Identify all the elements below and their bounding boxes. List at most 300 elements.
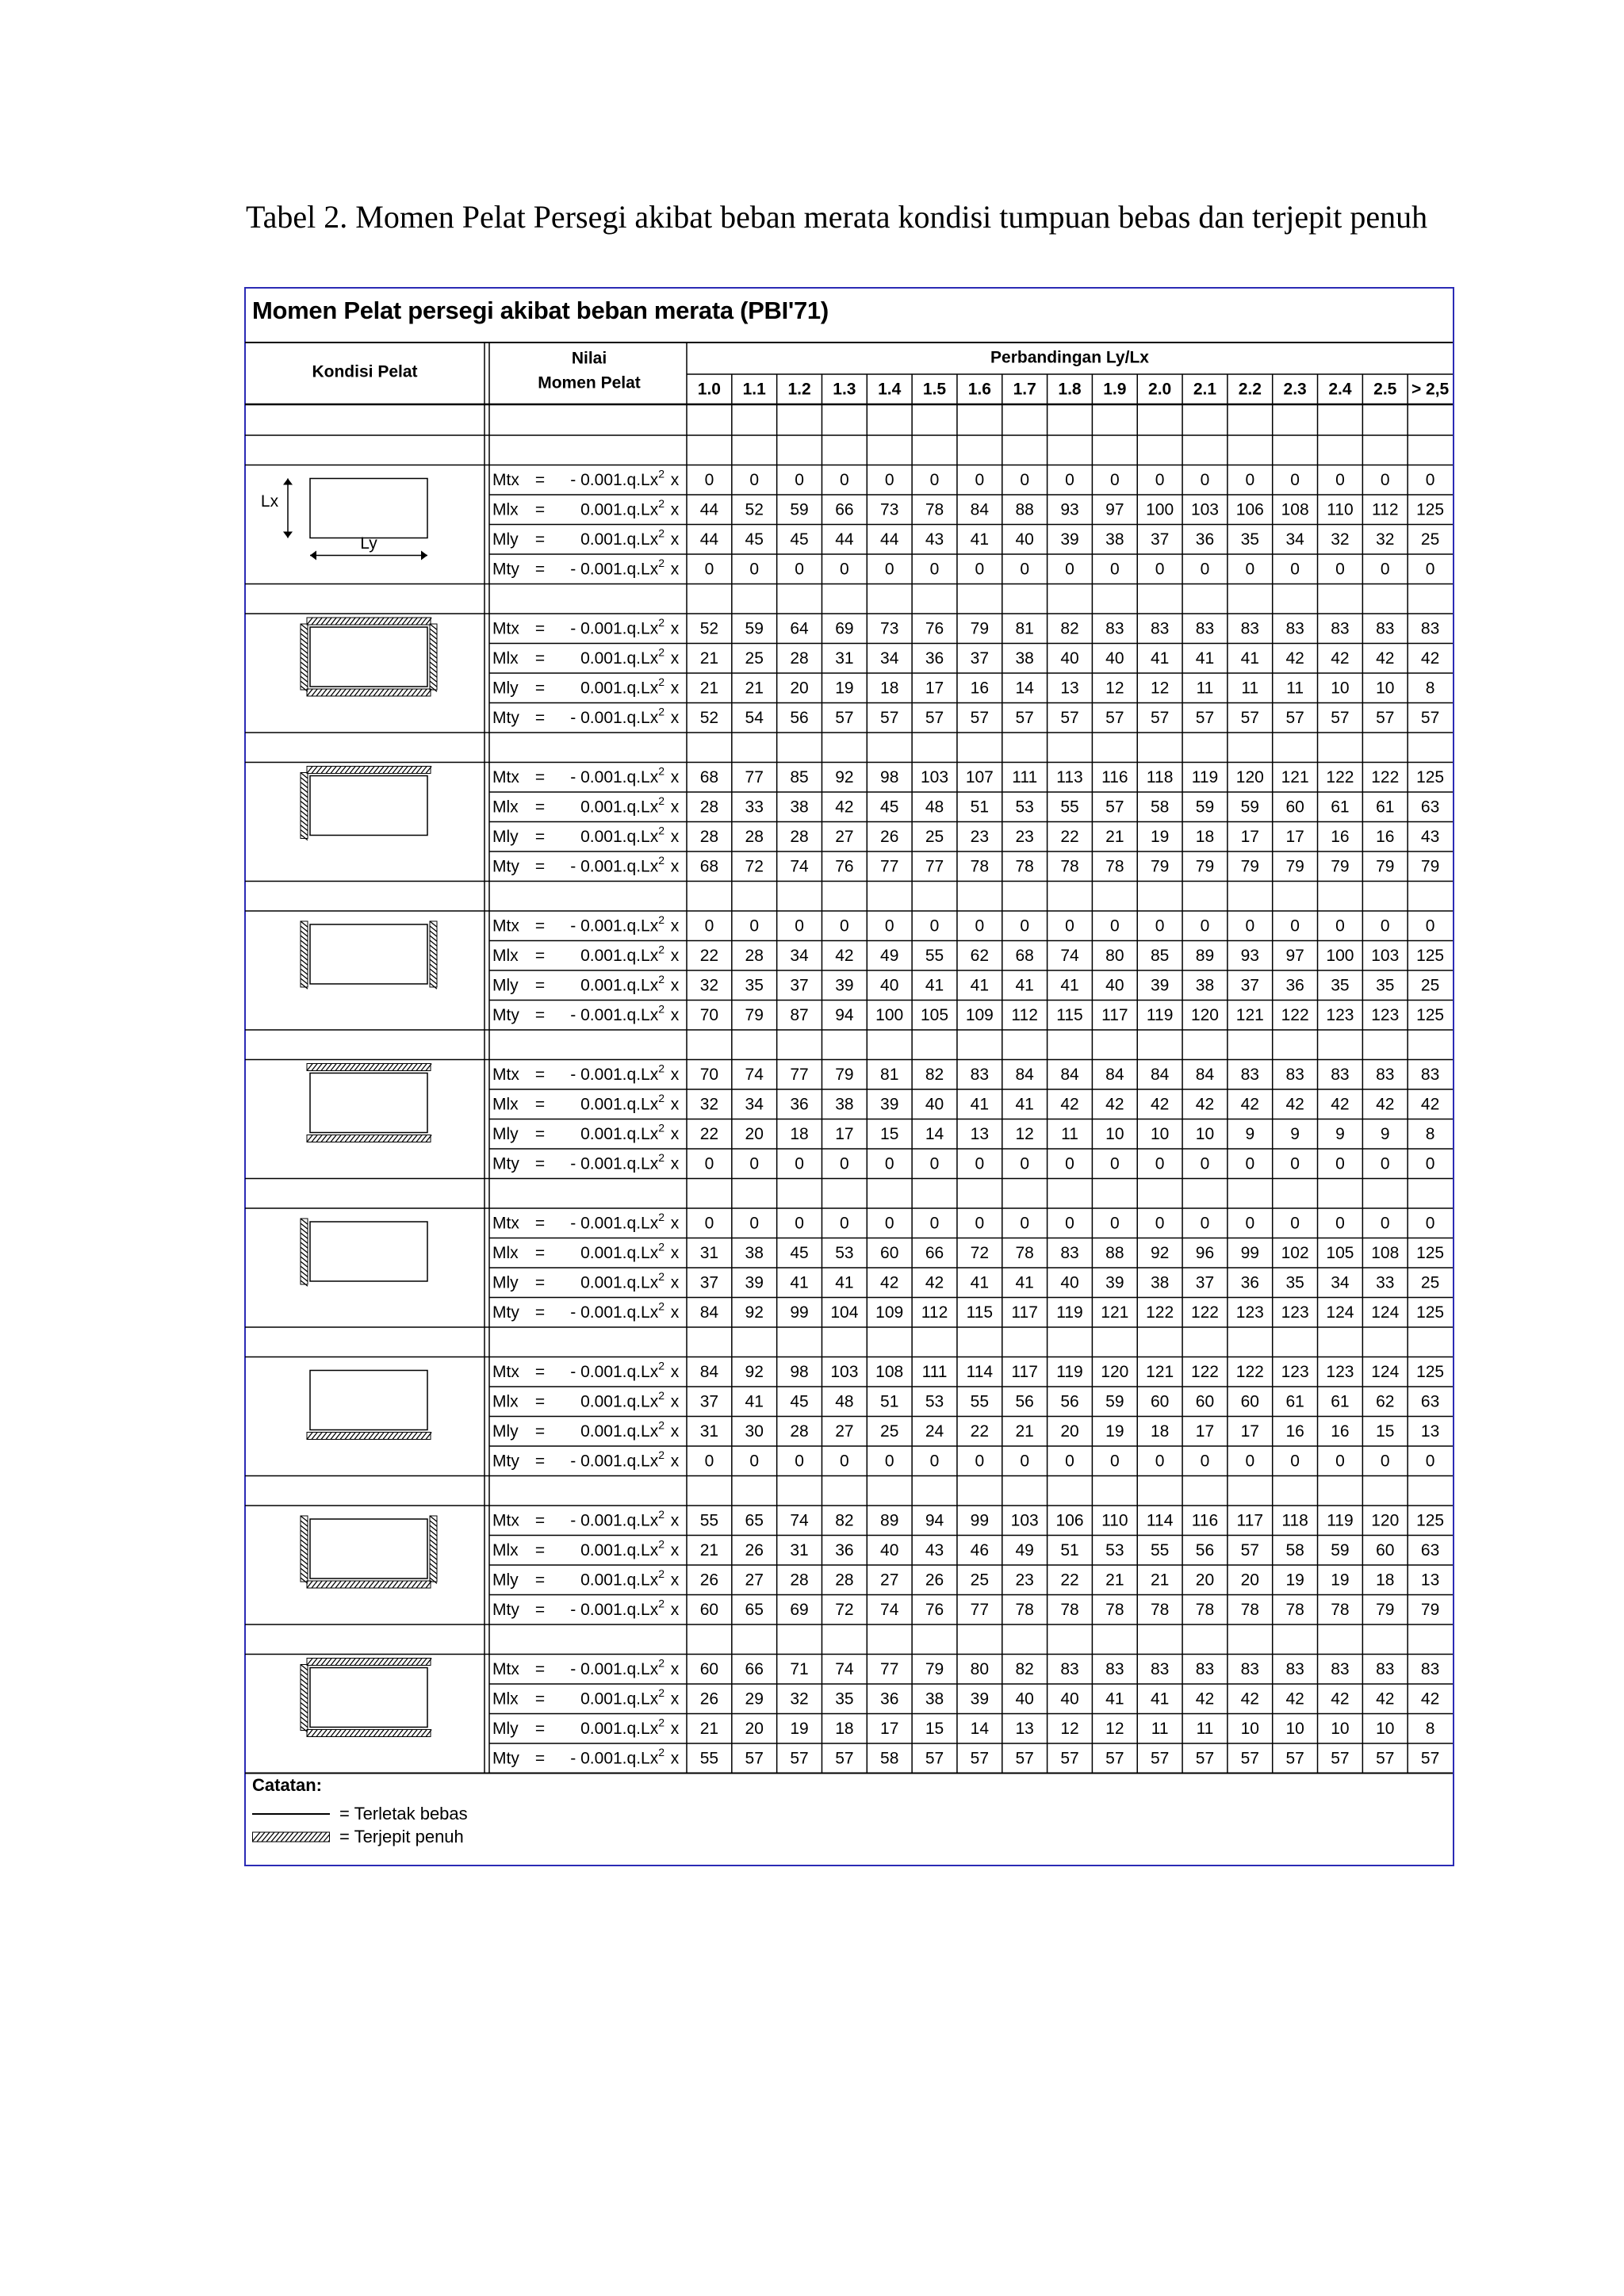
moment-value: 0 — [1335, 1214, 1345, 1233]
moment-coefficient: 0.001.q.Lx$^2$ — [580, 794, 665, 817]
moment-value: 106 — [1055, 1511, 1084, 1530]
header-ratio-11: 2.1 — [1193, 380, 1217, 399]
moment-value: 98 — [880, 767, 899, 786]
moment-value: 109 — [965, 1005, 994, 1024]
moment-value: 79 — [1420, 1600, 1440, 1619]
moment-value: 57 — [1331, 1749, 1350, 1768]
moment-value: 0 — [749, 916, 760, 936]
exponent: 2 — [658, 1299, 665, 1312]
moment-name: Mty — [492, 1303, 519, 1322]
moment-value: 10 — [1376, 679, 1395, 698]
moment-coefficient: 0.001.q.Lx$^2$ — [580, 645, 665, 668]
moment-value: 88 — [1105, 1243, 1124, 1262]
moment-value: 119 — [1327, 1511, 1354, 1530]
moment-value: 13 — [1420, 1571, 1440, 1590]
moment-value: 25 — [880, 1422, 899, 1441]
moment-value: 57 — [1285, 1749, 1304, 1768]
moment-value: 0 — [1065, 1452, 1074, 1471]
moment-value: 96 — [1195, 1243, 1215, 1262]
moment-value: 10 — [1240, 1719, 1259, 1738]
moment-value: 59 — [1195, 798, 1215, 817]
moment-x: x — [670, 649, 680, 668]
moment-value: 120 — [1371, 1511, 1400, 1530]
moment-value: 42 — [1331, 649, 1350, 668]
moment-value: 78 — [1285, 1600, 1304, 1619]
moment-eq: = — [534, 976, 546, 995]
moment-eq: = — [534, 1362, 546, 1381]
moment-value: 55 — [1150, 1540, 1170, 1559]
moment-value: 41 — [790, 1273, 809, 1292]
moment-coefficient: 0.001.q.Lx$^2$ — [580, 1091, 665, 1114]
moment-value: 32 — [699, 1095, 719, 1114]
hatch-stroke — [290, 1832, 298, 1842]
exponent: 2 — [658, 466, 665, 480]
moment-value: 0 — [1290, 1154, 1300, 1173]
moment-value: 34 — [790, 946, 809, 965]
moment-value: 85 — [1150, 946, 1170, 965]
moment-value: 0 — [1155, 1154, 1165, 1173]
moment-value: 0 — [1380, 1154, 1390, 1173]
moment-value: 78 — [1150, 1600, 1170, 1619]
moment-value: 35 — [745, 976, 764, 995]
moment-value: 0 — [1065, 470, 1074, 489]
moment-coefficient: - 0.001.q.Lx$^2$ — [570, 556, 665, 579]
moment-coefficient: 0.001.q.Lx$^2$ — [580, 972, 665, 995]
moment-value: 49 — [1015, 1540, 1034, 1559]
moment-value: 123 — [1235, 1303, 1264, 1322]
moment-value: 0 — [1200, 916, 1210, 936]
moment-value: 13 — [1060, 679, 1079, 698]
moment-value: 57 — [1015, 708, 1034, 727]
moment-value: 37 — [970, 649, 990, 668]
moment-value: 31 — [699, 1422, 719, 1441]
moment-value: 117 — [1011, 1362, 1038, 1381]
moment-value: 84 — [1105, 1065, 1124, 1084]
moment-value: 124 — [1371, 1362, 1400, 1381]
moment-coefficient: - 0.001.q.Lx$^2$ — [570, 615, 665, 638]
moment-value: 35 — [835, 1689, 854, 1709]
moment-value: 0 — [704, 1214, 714, 1233]
moment-value: 55 — [970, 1392, 990, 1411]
moment-value: 60 — [1240, 1392, 1259, 1411]
moment-value: 40 — [925, 1095, 944, 1114]
header-ratio-9: 1.9 — [1103, 380, 1127, 399]
exponent: 2 — [658, 1061, 665, 1074]
exponent: 2 — [658, 1596, 665, 1609]
moment-x: x — [670, 1749, 680, 1768]
exponent: 2 — [658, 645, 665, 658]
moment-value: 8 — [1425, 1719, 1435, 1738]
moment-value: 78 — [1195, 1600, 1215, 1619]
moment-value: 41 — [970, 1095, 990, 1114]
moment-value: 29 — [745, 1689, 764, 1709]
moment-value: 0 — [1245, 916, 1255, 936]
moment-value: 125 — [1416, 1303, 1445, 1322]
moment-value: 0 — [1290, 470, 1300, 489]
moment-value: 42 — [1150, 1095, 1170, 1114]
moment-value: 83 — [1240, 1065, 1259, 1084]
moment-value: 124 — [1371, 1303, 1400, 1322]
moment-eq: = — [534, 827, 546, 846]
moment-value: 60 — [1150, 1392, 1170, 1411]
moment-value: 40 — [880, 1540, 899, 1559]
moment-value: 125 — [1416, 1005, 1445, 1024]
moment-value: 79 — [970, 619, 990, 638]
moment-value: 41 — [835, 1273, 854, 1292]
moment-value: 68 — [1015, 946, 1034, 965]
moment-value: 0 — [1245, 560, 1255, 579]
moment-value: 17 — [1285, 827, 1304, 846]
moment-value: 83 — [1331, 1065, 1350, 1084]
exponent: 2 — [658, 942, 665, 955]
moment-value: 79 — [1240, 857, 1259, 876]
moment-value: 21 — [745, 679, 764, 698]
hatch-stroke — [295, 1832, 303, 1842]
moment-value: 103 — [830, 1362, 859, 1381]
moment-value: 37 — [1240, 976, 1259, 995]
moment-value: 12 — [1105, 679, 1124, 698]
moment-value: 116 — [1101, 767, 1128, 786]
moment-value: 23 — [970, 827, 990, 846]
moment-name: Mlx — [492, 946, 519, 965]
moment-value: 57 — [1105, 1749, 1124, 1768]
moment-value: 74 — [745, 1065, 764, 1084]
moment-value: 35 — [1240, 530, 1259, 549]
moment-value: 37 — [1195, 1273, 1215, 1292]
moment-coefficient: - 0.001.q.Lx$^2$ — [570, 913, 665, 936]
moment-value: 35 — [1331, 976, 1350, 995]
moment-value: 17 — [880, 1719, 899, 1738]
moment-value: 19 — [1150, 827, 1170, 846]
moment-x: x — [670, 827, 680, 846]
moment-eq: = — [534, 1571, 546, 1590]
moment-value: 9 — [1290, 1124, 1300, 1143]
moment-value: 83 — [1285, 619, 1304, 638]
moment-eq: = — [534, 679, 546, 698]
moment-value: 14 — [925, 1124, 944, 1143]
header-ratio-7: 1.7 — [1013, 380, 1036, 399]
moment-value: 27 — [835, 827, 854, 846]
moment-value: 0 — [975, 1214, 985, 1233]
moment-value: 25 — [1420, 1273, 1440, 1292]
moment-value: 42 — [1420, 649, 1440, 668]
moment-value: 57 — [970, 708, 990, 727]
moment-value: 51 — [880, 1392, 899, 1411]
moment-x: x — [670, 1005, 680, 1024]
moment-value: 0 — [1155, 916, 1165, 936]
moment-value: 122 — [1146, 1303, 1174, 1322]
moment-value: 74 — [880, 1600, 899, 1619]
moment-value: 42 — [1376, 649, 1395, 668]
moment-name: Mty — [492, 1452, 519, 1471]
moment-value: 14 — [970, 1719, 990, 1738]
moment-eq: = — [534, 1303, 546, 1322]
moment-value: 30 — [745, 1422, 764, 1441]
moment-value: 41 — [925, 976, 944, 995]
moment-value: 81 — [880, 1065, 899, 1084]
moment-value: 79 — [1150, 857, 1170, 876]
moment-coefficient: - 0.001.q.Lx$^2$ — [570, 1210, 665, 1233]
moment-name: Mty — [492, 560, 519, 579]
moment-value: 112 — [921, 1303, 948, 1322]
moment-value: 92 — [745, 1362, 764, 1381]
moment-name: Mlx — [492, 1243, 519, 1262]
moment-value: 125 — [1416, 500, 1445, 519]
moment-value: 83 — [1060, 1659, 1079, 1678]
exponent: 2 — [658, 1358, 665, 1372]
moment-value: 66 — [835, 500, 854, 519]
moment-value: 18 — [790, 1124, 809, 1143]
moment-value: 40 — [1060, 1689, 1079, 1709]
moment-value: 62 — [970, 946, 990, 965]
moment-value: 28 — [835, 1571, 854, 1590]
moment-value: 57 — [1376, 1749, 1395, 1768]
moment-eq: = — [534, 560, 546, 579]
exponent: 2 — [658, 972, 665, 985]
moment-value: 0 — [1290, 1452, 1300, 1471]
exponent: 2 — [658, 1150, 665, 1164]
moment-value: 84 — [1150, 1065, 1170, 1084]
header-ratio-title: Perbandingan Ly/Lx — [990, 348, 1149, 367]
header-ratio-15: 2.5 — [1373, 380, 1397, 399]
hatch-stroke — [300, 1832, 308, 1842]
moment-value: 56 — [1195, 1540, 1215, 1559]
moment-value: 84 — [970, 500, 990, 519]
moment-value: 125 — [1416, 767, 1445, 786]
moment-value: 27 — [835, 1422, 854, 1441]
moment-value: 0 — [929, 1154, 940, 1173]
moment-value: 36 — [835, 1540, 854, 1559]
moment-value: 0 — [975, 560, 985, 579]
moment-value: 37 — [1150, 530, 1170, 549]
moment-value: 116 — [1191, 1511, 1219, 1530]
moment-value: 11 — [1196, 1719, 1214, 1738]
moment-value: 10 — [1376, 1719, 1395, 1738]
moment-x: x — [670, 1571, 680, 1590]
moment-x: x — [670, 1422, 680, 1441]
exponent: 2 — [658, 1715, 665, 1728]
moment-value: 52 — [745, 500, 764, 519]
hatch-stroke — [314, 1832, 322, 1842]
moment-value: 83 — [1105, 619, 1124, 638]
moment-value: 0 — [1020, 1214, 1030, 1233]
moment-value: 103 — [1190, 500, 1219, 519]
moment-value: 49 — [880, 946, 899, 965]
moment-value: 59 — [790, 500, 809, 519]
moment-value: 0 — [1065, 1214, 1074, 1233]
moment-name: Mly — [492, 1273, 519, 1292]
moment-value: 58 — [1285, 1540, 1304, 1559]
moment-value: 89 — [880, 1511, 899, 1530]
moment-value: 57 — [970, 1749, 990, 1768]
moment-value: 80 — [1105, 946, 1124, 965]
moment-value: 34 — [880, 649, 899, 668]
moment-value: 70 — [699, 1005, 719, 1024]
moment-value: 78 — [1060, 1600, 1079, 1619]
moment-value: 92 — [1150, 1243, 1170, 1262]
moment-coefficient: - 0.001.q.Lx$^2$ — [570, 1448, 665, 1471]
moment-value: 52 — [699, 619, 719, 638]
moment-value: 125 — [1416, 946, 1445, 965]
moment-value: 0 — [1020, 470, 1030, 489]
moment-value: 51 — [970, 798, 990, 817]
moment-value: 0 — [1065, 916, 1074, 936]
moment-value: 0 — [1109, 1154, 1120, 1173]
moment-coefficient: 0.001.q.Lx$^2$ — [580, 1418, 665, 1441]
moment-value: 31 — [790, 1540, 809, 1559]
moment-value: 84 — [1015, 1065, 1034, 1084]
moment-value: 100 — [875, 1005, 904, 1024]
moment-eq: = — [534, 1749, 546, 1768]
moment-value: 42 — [1376, 1095, 1395, 1114]
moment-value: 17 — [1240, 827, 1259, 846]
moment-value: 10 — [1105, 1124, 1124, 1143]
moment-value: 39 — [880, 1095, 899, 1114]
moment-coefficient: 0.001.q.Lx$^2$ — [580, 942, 665, 965]
exponent: 2 — [658, 823, 665, 836]
moment-value: 94 — [835, 1005, 854, 1024]
moment-value: 41 — [1150, 649, 1170, 668]
moment-value: 11 — [1151, 1719, 1169, 1738]
moment-value: 120 — [1101, 1362, 1129, 1381]
moment-value: 20 — [1060, 1422, 1079, 1441]
moment-value: 108 — [1371, 1243, 1400, 1262]
moment-value: 114 — [966, 1362, 994, 1381]
moment-value: 78 — [1105, 857, 1124, 876]
moment-value: 60 — [699, 1600, 719, 1619]
moment-value: 40 — [1060, 1273, 1079, 1292]
moment-value: 106 — [1235, 500, 1264, 519]
moment-value: 11 — [1061, 1124, 1078, 1143]
moment-value: 0 — [1020, 560, 1030, 579]
moment-value: 21 — [699, 679, 719, 698]
moment-value: 0 — [884, 1154, 894, 1173]
moment-value: 32 — [1376, 530, 1395, 549]
moment-value: 42 — [1331, 1095, 1350, 1114]
moment-value: 39 — [1060, 530, 1079, 549]
moment-value: 0 — [1245, 1452, 1255, 1471]
moment-value: 0 — [704, 1154, 714, 1173]
moment-value: 57 — [1240, 1540, 1259, 1559]
moment-value: 0 — [840, 1214, 849, 1233]
moment-coefficient: - 0.001.q.Lx$^2$ — [570, 1596, 665, 1619]
moment-value: 32 — [790, 1689, 809, 1709]
moment-value: 23 — [1015, 827, 1034, 846]
moment-value: 60 — [699, 1659, 719, 1678]
moment-value: 120 — [1235, 767, 1264, 786]
moment-eq: = — [534, 1124, 546, 1143]
moment-value: 0 — [975, 916, 985, 936]
moment-value: 82 — [925, 1065, 944, 1084]
moment-value: 56 — [790, 708, 809, 727]
moment-value: 52 — [699, 708, 719, 727]
moment-value: 79 — [1285, 857, 1304, 876]
moment-value: 93 — [1240, 946, 1259, 965]
moment-eq: = — [534, 1214, 546, 1233]
moment-value: 72 — [970, 1243, 990, 1262]
moment-value: 8 — [1425, 1124, 1435, 1143]
moment-value: 76 — [925, 1600, 944, 1619]
moment-value: 36 — [925, 649, 944, 668]
hatch-stroke — [276, 1832, 284, 1842]
moment-value: 40 — [1015, 530, 1034, 549]
moment-value: 0 — [1380, 1452, 1390, 1471]
moment-coefficient: 0.001.q.Lx$^2$ — [580, 1269, 665, 1292]
moment-value: 84 — [699, 1362, 719, 1381]
moment-eq: = — [534, 798, 546, 817]
moment-name: Mly — [492, 1422, 519, 1441]
moment-x: x — [670, 1600, 680, 1619]
moment-value: 0 — [749, 1452, 760, 1471]
moment-value: 28 — [790, 1422, 809, 1441]
moment-value: 26 — [699, 1571, 719, 1590]
moment-value: 0 — [1335, 560, 1345, 579]
exponent: 2 — [658, 1507, 665, 1521]
moment-value: 21 — [1105, 1571, 1124, 1590]
moment-value: 45 — [790, 1392, 809, 1411]
moment-coefficient: - 0.001.q.Lx$^2$ — [570, 1001, 665, 1024]
moment-value: 59 — [1240, 798, 1259, 817]
moment-value: 114 — [1146, 1511, 1174, 1530]
hatch-stroke — [304, 1832, 312, 1842]
moment-value: 0 — [749, 560, 760, 579]
moment-x: x — [670, 857, 680, 876]
moment-value: 76 — [835, 857, 854, 876]
moment-value: 16 — [1285, 1422, 1304, 1441]
moment-value: 38 — [790, 798, 809, 817]
moment-value: 0 — [975, 1452, 985, 1471]
moment-value: 0 — [1335, 1154, 1345, 1173]
moment-value: 100 — [1146, 500, 1174, 519]
moment-value: 85 — [790, 767, 809, 786]
moment-eq: = — [534, 1273, 546, 1292]
moment-value: 78 — [1015, 857, 1034, 876]
header-ratio-10: 2.0 — [1148, 380, 1172, 399]
moment-value: 18 — [835, 1719, 854, 1738]
moment-value: 40 — [880, 976, 899, 995]
moment-value: 111 — [1012, 767, 1038, 786]
moment-value: 105 — [1326, 1243, 1354, 1262]
hatch-stroke — [266, 1832, 274, 1842]
exponent: 2 — [658, 1536, 665, 1550]
moment-coefficient: - 0.001.q.Lx$^2$ — [570, 1358, 665, 1381]
moment-eq: = — [534, 1243, 546, 1262]
moment-value: 103 — [921, 767, 949, 786]
moment-name: Mtx — [492, 1659, 519, 1678]
moment-value: 27 — [880, 1571, 899, 1590]
moment-value: 57 — [1150, 1749, 1170, 1768]
moment-value: 26 — [880, 827, 899, 846]
moment-x: x — [670, 1095, 680, 1114]
moment-name: Mlx — [492, 1392, 519, 1411]
moment-value: 123 — [1281, 1362, 1309, 1381]
moment-value: 83 — [1376, 619, 1395, 638]
moment-value: 20 — [790, 679, 809, 698]
header-ratio-8: 1.8 — [1058, 380, 1082, 399]
moment-value: 10 — [1150, 1124, 1170, 1143]
moment-value: 35 — [1376, 976, 1395, 995]
moment-value: 60 — [880, 1243, 899, 1262]
moment-value: 41 — [970, 1273, 990, 1292]
moment-value: 0 — [1425, 916, 1435, 936]
moment-value: 0 — [1155, 1452, 1165, 1471]
moment-value: 0 — [1109, 1452, 1120, 1471]
moment-value: 88 — [1015, 500, 1034, 519]
moment-value: 53 — [835, 1243, 854, 1262]
moment-value: 28 — [790, 1571, 809, 1590]
moment-value: 25 — [745, 649, 764, 668]
moment-value: 78 — [925, 500, 944, 519]
